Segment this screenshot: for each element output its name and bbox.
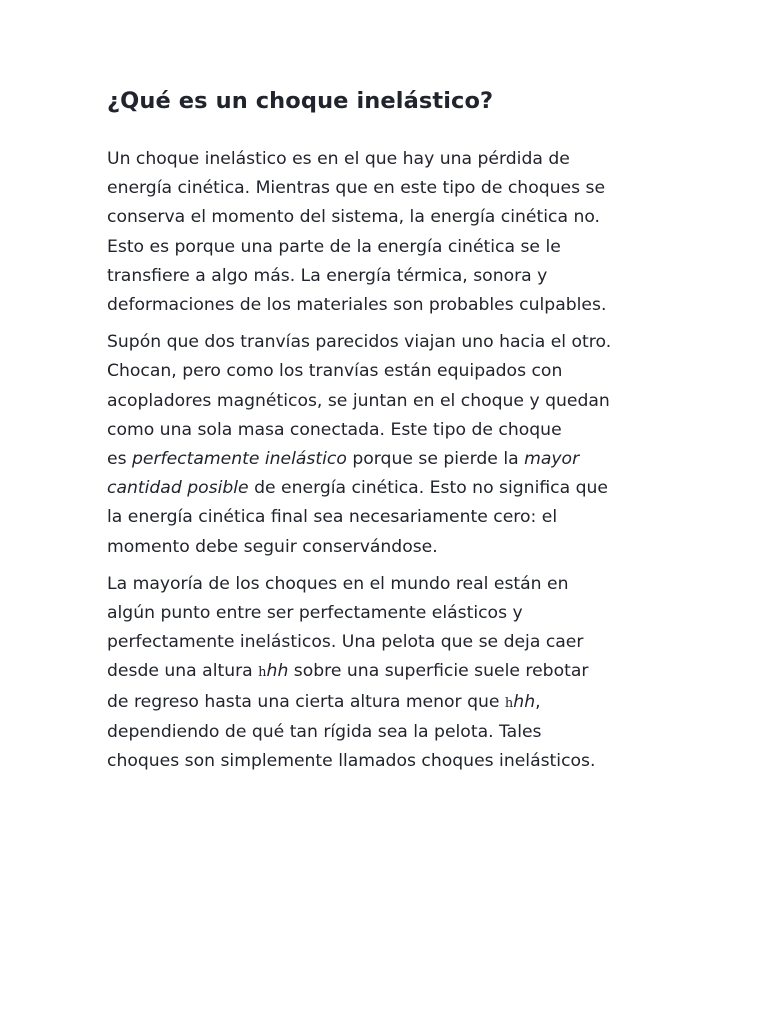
math-symbol-h: h <box>258 665 267 681</box>
emphasis-mayor: mayor <box>524 449 580 470</box>
text-segment: es <box>107 449 132 470</box>
paragraph-1 <box>107 145 667 320</box>
text-segment: de energía cinética. Esto no significa que <box>248 478 609 499</box>
paragraph-2-line <box>107 474 667 503</box>
paragraph-1-line: deformaciones de los materiales son probables culpables. <box>107 295 607 316</box>
text-segment: sobre una superficie suele rebotar <box>288 661 589 682</box>
article <box>107 86 667 784</box>
paragraph-2-line: acopladores magnéticos, se juntan en el choque y quedan <box>107 390 610 411</box>
paragraph-1-line: Un choque inelástico es en el que hay una pérdida de <box>107 149 570 169</box>
paragraph-3-line: algún punto entre ser perfectamente elásticos y <box>107 603 523 624</box>
text-segment: , <box>535 691 541 712</box>
paragraph-1-line: energía cinética. Mientras que en este tipo de choques se <box>107 178 606 199</box>
paragraph-2-line: Chocan, pero como los tranvías están equipados con <box>107 361 563 382</box>
paragraph-3 <box>107 570 667 776</box>
math-variable-h: hh <box>513 691 536 712</box>
text-segment: de regreso hasta una cierta altura menor que <box>107 691 505 712</box>
math-symbol-h: h <box>504 695 514 711</box>
paragraph-3-line: choques son simplemente llamados choques inelásticos. <box>107 751 596 772</box>
paragraph-3-line <box>107 688 667 718</box>
paragraph-3-line <box>107 657 667 687</box>
paragraph-2-line <box>107 445 667 474</box>
paragraph-2-line: momento debe seguir conservándose. <box>107 536 438 557</box>
article-title: ¿Qué es un choque inelástico? <box>107 88 494 114</box>
paragraph-2-line: la energía cinética final sea necesariamente cero: el <box>107 507 558 528</box>
paragraph-1-line: transfiere a algo más. La energía térmica, sonora y <box>107 265 548 286</box>
emphasis-cantidad-posible: cantidad posible <box>107 478 249 499</box>
text-segment: porque se pierde la <box>346 449 525 470</box>
paragraph-3-line: La mayoría de los choques en el mundo real están en <box>107 573 569 594</box>
math-variable-h: hh <box>266 661 289 682</box>
paragraph-3-line: perfectamente inelásticos. Una pelota que se deja caer <box>107 632 584 653</box>
emphasis-perfectamente-inelastico: perfectamente inelástico <box>132 449 347 470</box>
paragraph-2 <box>107 328 667 562</box>
paragraph-2-line: como una sola masa conectada. Este tipo de choque <box>107 419 562 440</box>
text-segment: desde una altura <box>107 661 259 682</box>
paragraph-1-line: conserva el momento del sistema, la energía cinética no. <box>107 207 601 228</box>
paragraph-3-line: dependiendo de qué tan rígida sea la pelota. Tales <box>107 721 542 742</box>
paragraph-2-line: Supón que dos tranvías parecidos viajan uno hacia el otro. <box>107 332 612 353</box>
paragraph-1-line: Esto es porque una parte de la energía cinética se le <box>107 236 561 257</box>
